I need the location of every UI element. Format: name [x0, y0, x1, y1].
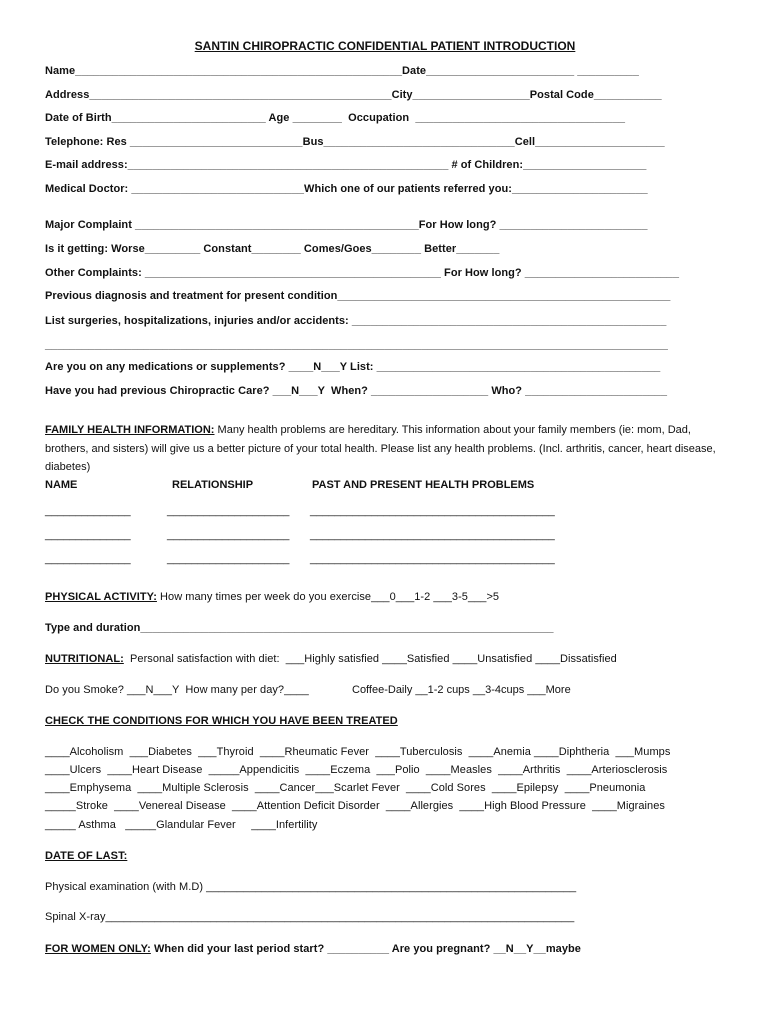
is-it-getting-line[interactable]: Is it getting: Worse_________ Constant________ Comes/Goes________ Better_______ [45, 243, 500, 255]
other-complaints-line[interactable]: Other Complaints: ________________________________________________ For How long? _________________________ [45, 267, 679, 279]
family-name-blank[interactable]: ______________ [45, 529, 131, 541]
physical-activity-line[interactable] [45, 590, 499, 604]
conditions-row[interactable]: ____Ulcers ____Heart Disease _____Appendicitis ____Eczema ___Polio ____Measles ____Arthritis ____Arteriosclerosis [45, 764, 668, 776]
type-duration-line[interactable]: Type and duration___________________________________________________________________ [45, 622, 554, 634]
family-health-text: Many health problems are hereditary. This information about your family members (ie: mom, Dad, brothers, and sisters) will give us a better picture of your total health. Please list any health problems. (Incl. arthritis, cancer, heart disease, diabetes) [45, 424, 716, 473]
col-header-relationship: RELATIONSHIP [172, 479, 254, 491]
women-only-line[interactable] [45, 942, 581, 956]
chiropractic-care-line[interactable]: Have you had previous Chiropractic Care? ___N___Y When? ___________________ Who? _______________________ [45, 385, 668, 397]
family-problems-blank[interactable]: ________________________________________ [310, 505, 555, 517]
family-name-blank[interactable]: ______________ [45, 553, 131, 565]
date-of-last-heading: DATE OF LAST: [45, 850, 128, 862]
spinal-xray-line[interactable]: Spinal X-ray____________________________________________________________________________ [45, 911, 575, 923]
physical-activity-text: How many times per week do you exercise___0___1-2 ___3-5___>5 [156, 591, 500, 603]
physical-exam-line[interactable]: Physical examination (with M.D) ____________________________________________________________ [45, 881, 577, 893]
name-field-line[interactable]: Name_____________________________________________________Date________________________ __________ [45, 65, 639, 77]
surgeries-line[interactable]: List surgeries, hospitalizations, injuries and/or accidents: ___________________________________________________ [45, 315, 667, 327]
address-field-line[interactable]: Address_________________________________________________City___________________Postal Code___________ [45, 89, 662, 101]
women-only-text: When did your last period start? __________ Are you pregnant? __N__Y__maybe [150, 943, 581, 955]
conditions-row[interactable]: ____Alcoholism ___Diabetes ___Thyroid ____Rheumatic Fever ____Tuberculosis ____Anemia ____Diphtheria ___Mumps [45, 746, 671, 758]
women-only-heading: FOR WOMEN ONLY: [45, 943, 151, 955]
col-header-name: NAME [45, 479, 78, 491]
family-problems-blank[interactable]: ________________________________________ [310, 553, 555, 565]
major-complaint-line[interactable]: Major Complaint ______________________________________________For How long? ________________________ [45, 219, 648, 231]
conditions-row[interactable]: _____ Asthma _____Glandular Fever ____Infertility [45, 819, 318, 831]
family-relationship-blank[interactable]: ____________________ [167, 553, 290, 565]
physical-activity-heading: PHYSICAL ACTIVITY: [45, 591, 157, 603]
conditions-row[interactable]: _____Stroke ____Venereal Disease ____Attention Deficit Disorder ____Allergies ____High Blood Pressure ____Migraines [45, 800, 665, 812]
nutritional-heading: NUTRITIONAL: [45, 653, 124, 665]
surgeries-extra-line[interactable]: _____________________________________________________________________________________________________ [45, 339, 668, 351]
family-name-blank[interactable]: ______________ [45, 505, 131, 517]
telephone-field-line[interactable]: Telephone: Res ____________________________Bus_______________________________Cell_____________________ [45, 136, 665, 148]
coffee-line[interactable]: Coffee-Daily __1-2 cups __3-4cups ___More [352, 684, 571, 696]
family-relationship-blank[interactable]: ____________________ [167, 505, 290, 517]
medical-doctor-field-line[interactable]: Medical Doctor: ____________________________Which one of our patients referred you:______________________ [45, 183, 648, 195]
family-relationship-blank[interactable]: ____________________ [167, 529, 290, 541]
conditions-row[interactable]: ____Emphysema ____Multiple Sclerosis ____Cancer___Scarlet Fever ____Cold Sores ____Epilepsy ____Pneumonia [45, 782, 646, 794]
nutritional-text: Personal satisfaction with diet: ___Highly satisfied ____Satisfied ____Unsatisfied ____Dissatisfied [123, 653, 617, 665]
nutritional-line[interactable] [45, 652, 617, 666]
col-header-problems: PAST AND PRESENT HEALTH PROBLEMS [312, 479, 535, 491]
email-field-line[interactable]: E-mail address:____________________________________________________ # of Children:____________________ [45, 159, 647, 171]
family-problems-blank[interactable]: ________________________________________ [310, 529, 555, 541]
family-health-heading: FAMILY HEALTH INFORMATION: [45, 424, 215, 436]
form-title: SANTIN CHIROPRACTIC CONFIDENTIAL PATIENT INTRODUCTION [194, 39, 576, 53]
dob-field-line[interactable]: Date of Birth_________________________ Age ________ Occupation __________________________________ [45, 112, 626, 124]
conditions-heading: CHECK THE CONDITIONS FOR WHICH YOU HAVE BEEN TREATED [45, 715, 398, 727]
previous-diagnosis-line[interactable]: Previous diagnosis and treatment for present condition______________________________________________________ [45, 290, 671, 302]
family-health-paragraph [45, 421, 725, 477]
smoke-line[interactable]: Do you Smoke? ___N___Y How many per day?____ [45, 684, 309, 696]
medications-line[interactable]: Are you on any medications or supplements? ____N___Y List: ______________________________________________ [45, 361, 661, 373]
